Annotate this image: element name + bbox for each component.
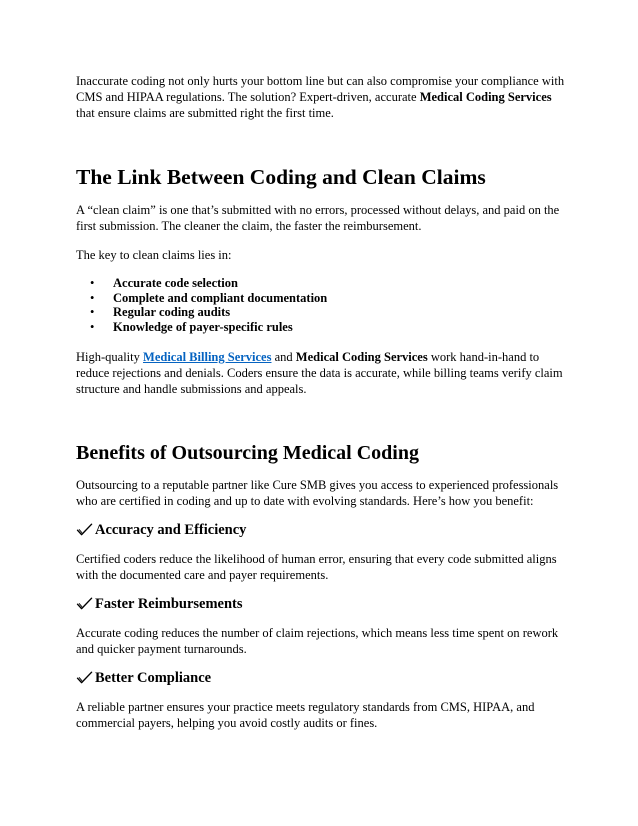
list-item-text: Accurate code selection — [113, 276, 238, 290]
quality-bold-services: Medical Coding Services — [295, 350, 428, 365]
quality-text-b: and — [271, 350, 296, 365]
key-bullet-list — [76, 276, 566, 334]
check-mark-icon — [76, 523, 93, 537]
list-item — [76, 320, 566, 335]
document-page — [76, 73, 566, 731]
list-item-text: Knowledge of payer-specific rules — [113, 319, 293, 334]
benefit-text: Certified coders reduce the likelihood of human error, ensuring that every code submitted aligns with the documented care and payer requirements. — [76, 552, 557, 583]
benefit-title: Better Compliance — [95, 670, 212, 687]
bullet-icon: • — [90, 319, 95, 334]
quality-text-a: High-quality — [76, 350, 144, 365]
quality-text-c: work hand-in-hand to reduce rejections and denials. Coders ensure the data is accurate, while billing teams verify claim structure and handle submissions and appeals. — [76, 350, 563, 397]
list-item-text: Complete and compliant documentation — [113, 290, 328, 305]
benefit-text: A reliable partner ensures your practice meets regulatory standards from CMS, HIPAA, and commercial payers, helping you avoid costly audits or fines. — [76, 700, 535, 731]
intro-text-a: Inaccurate coding not only hurts your bottom line but can also compromise your compliance with CMS and HIPAA regulations. The solution? Expert-driven, accurate — [76, 74, 565, 104]
benefit-title: Faster Reimbursements — [95, 596, 243, 613]
bullet-icon: • — [90, 290, 95, 305]
list-item-text: Regular coding audits — [113, 305, 231, 320]
check-mark-icon — [76, 671, 93, 685]
bullet-icon: • — [90, 305, 95, 320]
heading-faster-reimbursements — [76, 595, 566, 613]
list-item — [76, 276, 566, 291]
benefit-text: Accurate coding reduces the number of claim rejections, which means less time spent on rework and quicker payment turnarounds. — [76, 626, 559, 657]
heading-link-coding-clean-claims: The Link Between Coding and Clean Claims — [76, 165, 486, 189]
medical-billing-services-link[interactable]: Medical Billing Services — [143, 350, 272, 365]
benefit-title: Accuracy and Efficiency — [95, 522, 247, 539]
outsourcing-paragraph: Outsourcing to a reputable partner like Cure SMB gives you access to experienced professionals who are certified in coding and up to date with evolving standards. Here’s how you benefit: — [76, 478, 559, 509]
key-intro-paragraph: The key to clean claims lies in: — [76, 248, 232, 262]
bullet-icon: • — [90, 276, 95, 290]
list-item — [76, 305, 566, 320]
check-mark-icon — [76, 597, 93, 611]
intro-text-b: that ensure claims are submitted right the first time. — [76, 106, 334, 120]
heading-better-compliance — [76, 669, 566, 687]
intro-paragraph — [76, 73, 566, 121]
intro-bold-services: Medical Coding Services — [419, 90, 552, 104]
clean-claim-paragraph: A “clean claim” is one that’s submitted with no errors, processed without delays, and paid on the first submission. The cleaner the claim, the faster the reimbursement. — [76, 203, 560, 233]
heading-benefits-outsourcing: Benefits of Outsourcing Medical Coding — [76, 442, 419, 465]
heading-accuracy-efficiency — [76, 521, 566, 539]
list-item — [76, 291, 566, 306]
quality-paragraph — [76, 349, 566, 397]
